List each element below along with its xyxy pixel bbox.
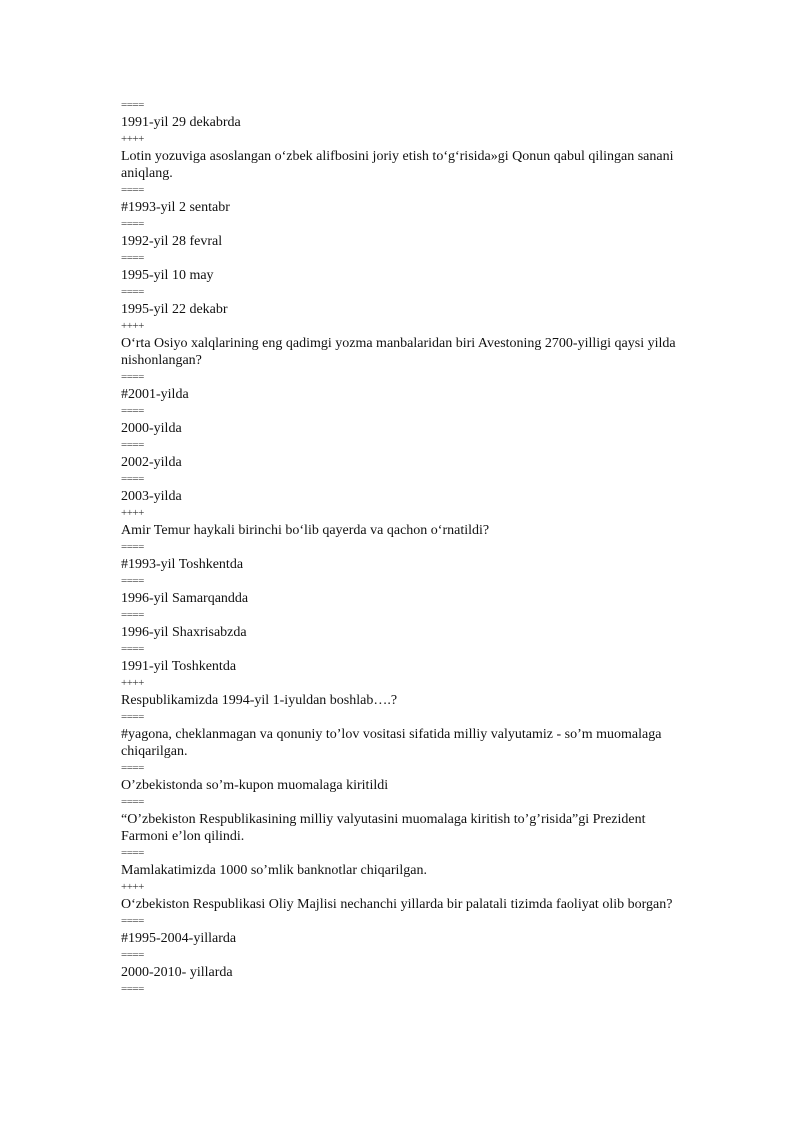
question-separator: ++++ xyxy=(121,320,144,332)
separator-line: ==== xyxy=(121,762,144,774)
answer-option: 1992-yil 28 fevral xyxy=(121,234,223,249)
separator-line: ==== xyxy=(121,711,144,723)
separator-line: ==== xyxy=(121,796,144,808)
answer-option: 2002-yilda xyxy=(121,455,182,470)
separator-line: ==== xyxy=(121,218,144,230)
separator-line: ==== xyxy=(121,405,144,417)
separator-line: ==== xyxy=(121,983,144,995)
correct-answer-option: #1993-yil 2 sentabr xyxy=(121,200,230,215)
answer-option: “O’zbekiston Respublikasining milliy valyutasini muomalaga kiritish to’g’risida”gi Prezident Farmoni e’lon qilindi. xyxy=(121,812,646,844)
answer-option: 2003-yilda xyxy=(121,489,182,504)
separator-line: ==== xyxy=(121,847,144,859)
separator-line: ==== xyxy=(121,252,144,264)
separator-line: ==== xyxy=(121,949,144,961)
separator-line: ==== xyxy=(121,286,144,298)
separator-line: ==== xyxy=(121,609,144,621)
separator-line: ==== xyxy=(121,575,144,587)
question-text: Amir Temur haykali birinchi bo‘lib qayerda va qachon o‘rnatildi? xyxy=(121,523,490,538)
question-text: O‘rta Osiyo xalqlarining eng qadimgi yozma manbalaridan biri Avestoning 2700-yilligi qaysi yilda nishonlangan? xyxy=(121,336,676,368)
separator-line: ==== xyxy=(121,371,144,383)
answer-option: 1996-yil Shaxrisabzda xyxy=(121,625,247,640)
question-separator: ++++ xyxy=(121,133,144,145)
answer-option: 1991-yil 29 dekabrda xyxy=(121,115,241,130)
answer-option: 1995-yil 10 may xyxy=(121,268,214,283)
separator-line: ==== xyxy=(121,99,144,111)
answer-option: O’zbekistonda so’m-kupon muomalaga kiritildi xyxy=(121,778,389,793)
answer-option: 1996-yil Samarqandda xyxy=(121,591,249,606)
question-text: Lotin yozuviga asoslangan o‘zbek alifbosini joriy etish to‘g‘risida»gi Qonun qabul qilingan sanani aniqlang. xyxy=(121,149,674,181)
correct-answer-option: #2001-yilda xyxy=(121,387,189,402)
answer-option: 2000-yilda xyxy=(121,421,182,436)
question-separator: ++++ xyxy=(121,881,144,893)
answer-option: 1995-yil 22 dekabr xyxy=(121,302,228,317)
document-body xyxy=(121,97,691,998)
question-separator: ++++ xyxy=(121,677,144,689)
answer-option: 2000-2010- yillarda xyxy=(121,965,233,980)
separator-line: ==== xyxy=(121,439,144,451)
question-separator: ++++ xyxy=(121,507,144,519)
separator-line: ==== xyxy=(121,643,144,655)
correct-answer-option: #yagona, cheklanmagan va qonuniy to’lov vositasi sifatida milliy valyutamiz - so’m muomalaga chiqarilgan. xyxy=(121,727,662,759)
separator-line: ==== xyxy=(121,473,144,485)
correct-answer-option: #1993-yil Toshkentda xyxy=(121,557,244,572)
question-text: O‘zbekiston Respublikasi Oliy Majlisi nechanchi yillarda bir palatali tizimda faoliyat olib borgan? xyxy=(121,897,673,912)
separator-line: ==== xyxy=(121,541,144,553)
answer-option: Mamlakatimizda 1000 so’mlik banknotlar chiqarilgan. xyxy=(121,863,427,878)
answer-option: 1991-yil Toshkentda xyxy=(121,659,237,674)
separator-line: ==== xyxy=(121,184,144,196)
separator-line: ==== xyxy=(121,915,144,927)
question-text: Respublikamizda 1994-yil 1-iyuldan boshlab….? xyxy=(121,693,398,708)
correct-answer-option: #1995-2004-yillarda xyxy=(121,931,237,946)
